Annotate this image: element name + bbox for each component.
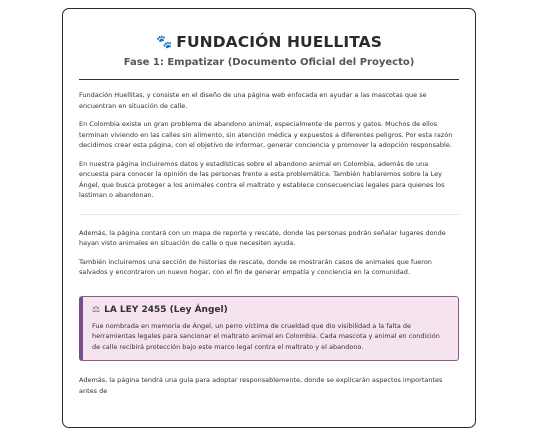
document-page: [62, 8, 476, 428]
document-header: [79, 33, 459, 68]
paw-icon: 🐾: [155, 34, 173, 50]
paragraph-problem: En Colombia existe un gran problema de abandono animal, especialmente de perros y gatos. Muchos de ellos terminan viviendo en las calles sin alimento, sin atención médica y expuestos a diferentes peligros. Por esta razón decidimos crear esta página, con el objetivo de informar, generar conciencia y promover la adopción responsable.: [79, 120, 453, 149]
law-callout: [79, 296, 459, 362]
header-divider: [79, 79, 459, 80]
section-divider: [79, 214, 459, 215]
paragraph-map: Además, la página contará con un mapa de reporte y rescate, donde las personas podrán señalar lugares donde hayan visto animales en situación de calle o que necesiten ayuda.: [79, 228, 446, 247]
law-text: Fue nombrada en memoria de Ángel, un perro víctima de crueldad que dio visibilidad a la falta de herramientas legales para sancionar el maltrato animal en Colombia. Cada mascota y animal en condición de calle recibirá protección bajo este marco legal contra el maltrato y el abandono.: [92, 321, 440, 351]
law-title: LA LEY 2455 (Ley Ángel): [104, 304, 228, 315]
law-heading: [92, 305, 449, 315]
paragraph-intro: Fundación Huellitas, y consiste en el diseño de una página web enfocada en ayudar a las mascotas que se encuentran en situación de calle.: [79, 91, 427, 110]
paragraph-content: En nuestra página incluiremos datos y estadísticas sobre el abandono animal en Colombia, además de una encuesta para conocer la opinión de las personas frente a esta problemática. También hablaremos sobre la Ley Ángel, que busca proteger a los animales contra el maltrato y establece consecuencias legales para quienes los lastiman o abandonan.: [79, 159, 445, 199]
title-text: FUNDACIÓN HUELLITAS: [176, 33, 383, 51]
scale-icon: ⚖: [92, 304, 101, 315]
document-title: [79, 33, 459, 51]
paragraph-adoption: Además, la página tendrá una guía para adoptar responsablemente, donde se explicarán aspectos importantes antes de: [79, 376, 443, 395]
paragraph-stories: También incluiremos una sección de historias de rescate, donde se mostrarán casos de animales que fueron salvados y encontraron un nuevo hogar, con el fin de generar empatía y conciencia en la comunidad.: [79, 257, 432, 276]
document-subtitle: Fase 1: Empatizar (Documento Oficial del Proyecto): [123, 57, 415, 68]
